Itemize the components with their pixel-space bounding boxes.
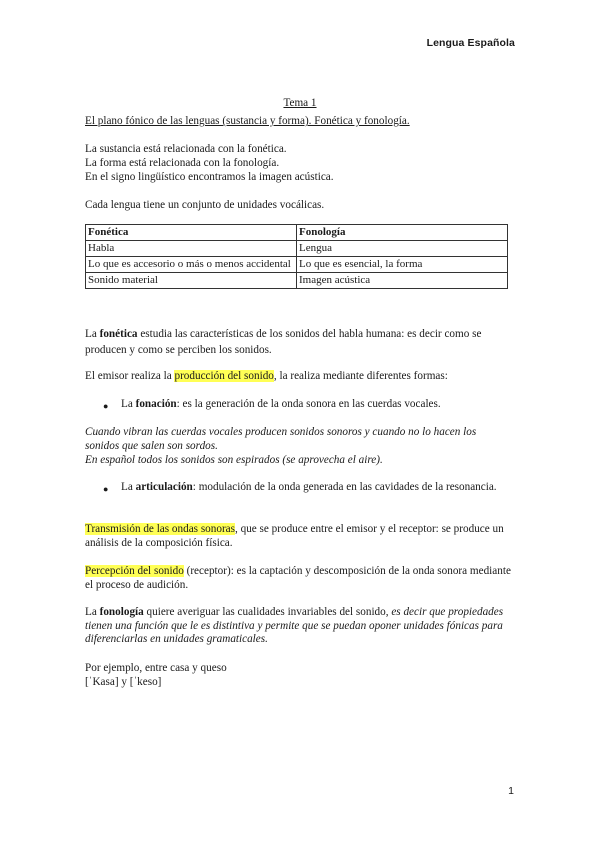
bullet-icon: ● (103, 484, 109, 494)
example-line-2: [ˈKasa] y [ˈkeso] (85, 676, 162, 688)
bullet-icon: ● (103, 401, 109, 411)
example-line-1: Por ejemplo, entre casa y queso (85, 662, 227, 674)
title-text: Tema 1 (283, 97, 317, 109)
paragraph-fonetica (85, 326, 510, 358)
paragraph-transmision (85, 523, 515, 550)
italic-note-2: En español todos los sonidos son espirados (se aprovecha el aire). (85, 454, 383, 466)
text-run: estudia las características de los sonidos del habla humana: es decir como se producen y como se perciben los sonidos. (85, 328, 482, 356)
bold-term: fonética (99, 328, 138, 340)
table-header-cell: Fonología (297, 225, 508, 241)
text-run: : modulación de la onda generada en las cavidades de la resonancia. (192, 481, 497, 493)
table-cell: Sonido material (86, 273, 297, 289)
text-run: La (121, 398, 136, 410)
italic-text: es decir que propiedades tienen una función que le es distintiva y permite que se puedan oponer unidades fónicas para diferenciarlas en unidades gramaticales. (85, 606, 504, 645)
table-header-cell: Fonética (86, 225, 297, 241)
highlighted-term: Percepción del sonido (85, 565, 184, 577)
subtitle-text: El plano fónico de las lenguas (sustancia y forma). Fonética y fonología. (85, 115, 410, 127)
intro-line-2: La forma está relacionada con la fonología. (85, 157, 280, 169)
running-header: Lengua Española (426, 37, 515, 49)
italic-note-1: Cuando vibran las cuerdas vocales producen sonidos sonoros y cuando no lo hacen los sonidos que salen son sordos. (85, 426, 477, 452)
bold-term: articulación (135, 481, 193, 493)
table-header-row (86, 225, 508, 241)
paragraph-emisor (85, 370, 515, 384)
intro-line-3: En el signo lingüístico encontramos la imagen acústica. (85, 171, 334, 183)
page-title (85, 97, 515, 111)
intro-line-4: Cada lengua tiene un conjunto de unidades vocálicas. (85, 199, 325, 211)
table-cell: Habla (86, 241, 297, 257)
bold-term: fonación (135, 398, 177, 410)
bullet-fonacion (121, 398, 511, 412)
highlighted-term: Transmisión de las ondas sonoras (85, 523, 235, 535)
subtitle (85, 115, 515, 129)
text-run: : es la generación de la onda sonora en las cuerdas vocales. (176, 398, 441, 410)
text-run: , la realiza mediante diferentes formas: (273, 370, 448, 382)
text-run: La (85, 328, 100, 340)
bullet-articulacion (121, 481, 511, 495)
highlighted-term: producción del sonido (174, 370, 274, 382)
comparison-table (85, 224, 508, 289)
intro-line-1: La sustancia está relacionada con la fonética. (85, 143, 287, 155)
table-cell: Lengua (297, 241, 508, 257)
text-run: El emisor realiza la (85, 370, 175, 382)
text-run: , que se produce entre el emisor y el receptor: se produce un análisis de la composición física. (85, 523, 504, 549)
bold-term: fonología (99, 606, 144, 618)
text-run: La (85, 606, 100, 618)
paragraph-fonologia (85, 606, 513, 647)
table-cell: Imagen acústica (297, 273, 508, 289)
text-run: quiere averiguar las cualidades invariables del sonido, (143, 606, 392, 618)
text-run: La (121, 481, 136, 493)
page-number: 1 (508, 784, 514, 797)
table-row (86, 241, 508, 257)
text-run: (receptor): es la captación y descomposición de la onda sonora mediante el proceso de audición. (85, 565, 511, 591)
table-cell: Lo que es accesorio o más o menos accidental (86, 257, 297, 273)
paragraph-percepcion (85, 565, 515, 592)
table-cell: Lo que es esencial, la forma (297, 257, 508, 273)
table-row (86, 257, 508, 273)
table-row (86, 273, 508, 289)
